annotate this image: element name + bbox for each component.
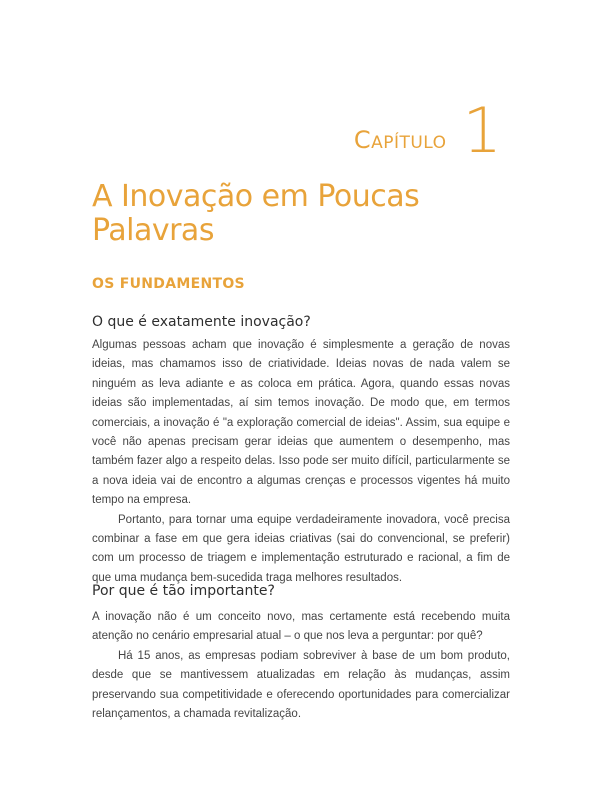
question-heading-2: Por que é tão importante? xyxy=(92,583,275,599)
paragraph: Algumas pessoas acham que inovação é simplesmente a geração de novas ideias, mas chamamos isso de criatividade. Ideias novas de nada valem se ninguém as leva adiante e as coloca em prática. Agora, quando essas novas ideias são implementadas, aí sim temos inovação. De modo que, em termos comerciais, a inovação é "a exploração comercial de ideias". Assim, sua equipe e você não apenas precisam gerar ideias que aumentem o desempenho, mas também fazer algo a respeito delas. Isso pode ser muito difícil, particularmente se a nova ideia vai de encontro a algumas crenças e processos vigentes há muito tempo na empresa. xyxy=(92,339,510,507)
chapter-title: A Inovação em Poucas Palavras xyxy=(92,179,420,248)
question-heading-1: O que é exatamente inovação? xyxy=(92,314,311,330)
paragraph: A inovação não é um conceito novo, mas certamente está recebendo muita atenção no cenário empresarial atual – o que nos leva a perguntar: por quê? xyxy=(92,611,510,643)
chapter-header xyxy=(353,94,502,167)
question-body-2 xyxy=(92,608,510,724)
chapter-number: 1 xyxy=(462,94,502,167)
question-body-1 xyxy=(92,336,510,588)
section-title: OS FUNDAMENTOS xyxy=(92,276,245,292)
chapter-label: Capítulo xyxy=(353,126,447,154)
paragraph: Portanto, para tornar uma equipe verdadeiramente inovadora, você precisa combinar a fase em que gera ideias criativas (sai do convencional, se preferir) com um processo de triagem e implementação estruturado e racional, a fim de que uma mudança bem-sucedida traga melhores resultados. xyxy=(92,513,510,584)
paragraph: Há 15 anos, as empresas podiam sobreviver à base de um bom produto, desde que se mantivessem atualizadas em relação às mudanças, assim preservando sua competitividade e oferecendo oportunidades para comercializar relançamentos, a chamada revitalização. xyxy=(92,649,510,721)
